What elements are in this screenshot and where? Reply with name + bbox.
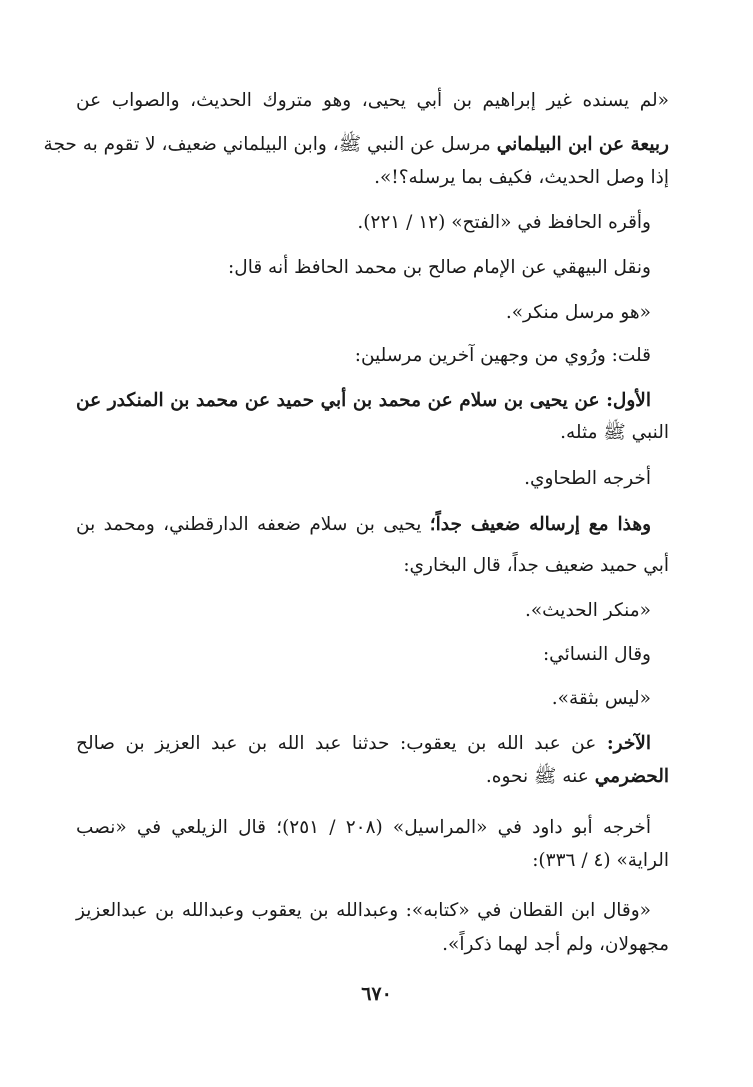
- text-line-15: «ليس بثقة».: [551, 688, 651, 709]
- text-line-6: «هو مرسل منكر».: [505, 302, 651, 323]
- text-line-19: الراية» (٤ / ٣٣٦):: [532, 850, 669, 871]
- text-line-9: النبي ﷺ مثله.: [560, 422, 669, 443]
- text-line-14: وقال النسائي:: [542, 644, 651, 665]
- text-line-21: مجهولان، ولم أجد لهما ذكراً».: [442, 934, 669, 955]
- text-line-1: «لم يسنده غير إبراهيم بن أبي يحيى، وهو متروك الحديث، والصواب عن: [76, 90, 669, 111]
- text-line-13: «منكر الحديث».: [524, 600, 651, 621]
- text-line-16: الآخر: عن عبد الله بن يعقوب: حدثنا عبد الله بن عبد العزيز بن صالح: [76, 733, 651, 754]
- text-line-8: الأول: عن يحيى بن سلام عن محمد بن أبي حميد عن محمد بن المنكدر عن: [76, 390, 651, 411]
- text-line-4: وأقره الحافظ في «الفتح» (١٢ / ٢٢١).: [357, 212, 651, 233]
- text-line-7: قلت: ورُوي من وجهين آخرين مرسلين:: [354, 345, 651, 366]
- text-line-2: ربيعة عن ابن البيلماني مرسل عن النبي ﷺ، وابن البيلماني ضعيف، لا تقوم به حجة: [43, 134, 669, 155]
- text-line-20: «وقال ابن القطان في «كتابه»: وعبدالله بن يعقوب وعبدالله بن عبدالعزيز: [76, 900, 651, 921]
- text-line-10: أخرجه الطحاوي.: [524, 468, 651, 489]
- text-line-12: أبي حميد ضعيف جداً، قال البخاري:: [403, 555, 669, 576]
- text-line-18: أخرجه أبو داود في «المراسيل» (٢٠٨ / ٢٥١)؛ قال الزيلعي في «نصب: [76, 817, 652, 838]
- text-line-17: الحضرمي عنه ﷺ نحوه.: [485, 766, 669, 787]
- text-line-11: وهذا مع إرساله ضعيف جداً؛ يحيى بن سلام ضعفه الدارقطني، ومحمد بن: [76, 514, 652, 535]
- text-line-5: ونقل البيهقي عن الإمام صالح بن محمد الحافظ أنه قال:: [228, 257, 651, 278]
- page-number: ٦٧٠: [361, 983, 392, 1005]
- text-line-3: إذا وصل الحديث، فكيف بما يرسله؟!».: [374, 167, 669, 188]
